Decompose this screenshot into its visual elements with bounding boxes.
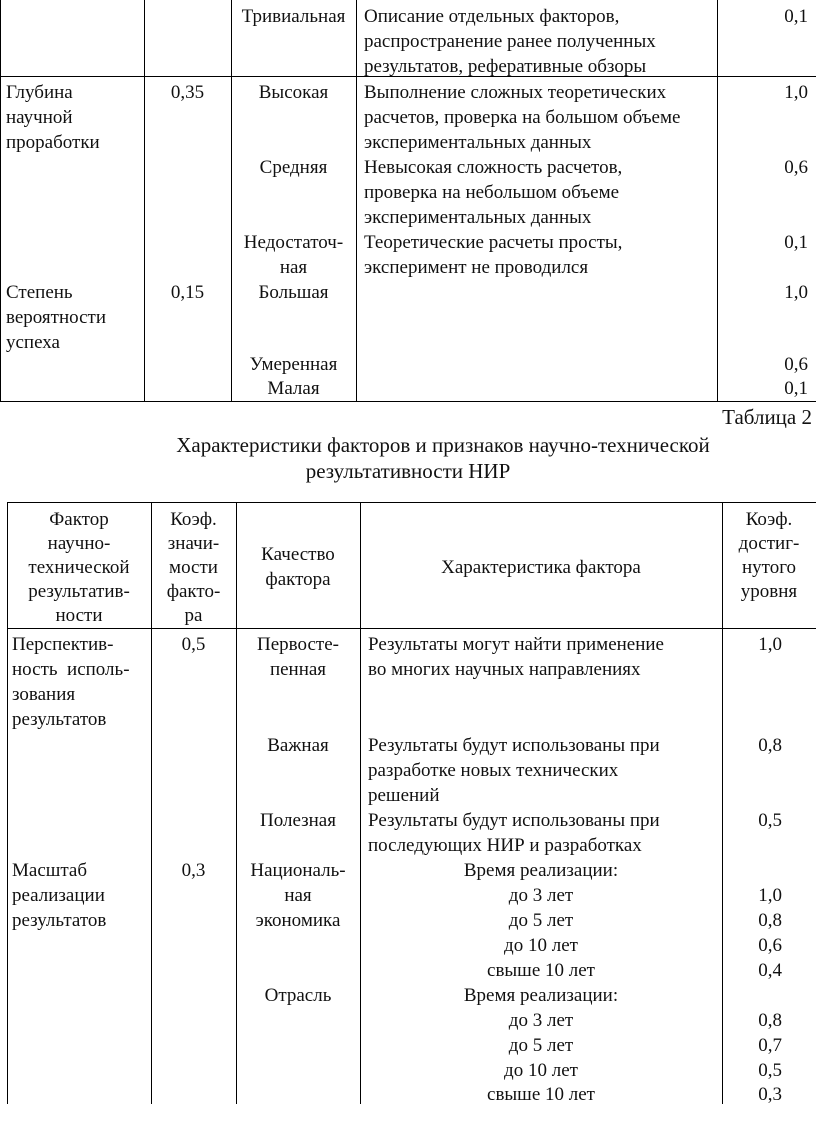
t1-level-small: 0,1 xyxy=(784,378,808,399)
t2-national-item-3: до 10 лет xyxy=(504,935,578,956)
t2-header-coef-2: значи- xyxy=(167,533,220,554)
t2-desc-primary-2: во многих научных направлениях xyxy=(368,659,641,680)
t2-desc-useful-1: Результаты будут использованы при xyxy=(368,810,660,831)
t2-level-important: 0,8 xyxy=(758,735,782,756)
t1-desc-high-2: расчетов, проверка на большом объеме xyxy=(364,107,681,128)
t1-factor-depth-2: научной xyxy=(6,107,73,128)
t2-desc-useful-2: последующих НИР и разработках xyxy=(368,835,642,856)
t1-quality-large: Большая xyxy=(258,282,329,303)
t1-quality-high: Высокая xyxy=(258,82,329,103)
t2-quality-national-1: Националь- xyxy=(250,860,346,881)
t2-national-item-1: до 3 лет xyxy=(508,885,574,906)
t2-coef-scale: 0,3 xyxy=(181,860,206,881)
t2-quality-primary-2: пенная xyxy=(269,659,327,680)
t1-divider-4 xyxy=(717,0,718,402)
t1-desc-medium-2: проверка на небольшом объеме xyxy=(364,182,620,203)
t1-desc-insufficient-2: эксперимент не проводился xyxy=(364,257,589,278)
t2-header-desc: Характеристика фактора xyxy=(441,557,641,578)
t2-divider-2 xyxy=(236,502,237,1104)
t2-quality-useful: Полезная xyxy=(260,810,336,831)
t1-border-left xyxy=(0,0,1,402)
table-title-line-2: результативности НИР xyxy=(305,459,511,483)
t1-quality-small: Малая xyxy=(267,378,320,399)
t2-quality-national-2: ная xyxy=(284,885,312,906)
t1-coef-success: 0,15 xyxy=(170,282,205,303)
t1-level-high: 1,0 xyxy=(784,82,808,103)
t2-national-time-label: Время реализации: xyxy=(463,860,619,881)
t1-desc-insufficient-1: Теоретические расчеты просты, xyxy=(364,232,623,253)
table-label: Таблица 2 xyxy=(722,405,812,429)
t1-quality-insufficient-1: Недостаточ- xyxy=(243,232,344,253)
t2-header-level-2: достиг- xyxy=(738,533,800,554)
t1-level-trivial: 0,1 xyxy=(784,6,808,27)
t1-desc-trivial-3: результатов, реферативные обзоры xyxy=(364,56,647,77)
t1-level-insufficient: 0,1 xyxy=(784,232,808,253)
t1-factor-depth-1: Глубина xyxy=(6,82,73,103)
t1-coef-depth: 0,35 xyxy=(170,82,205,103)
t2-level-useful: 0,5 xyxy=(758,810,782,831)
t2-header-quality-1: Качество xyxy=(261,544,335,565)
t2-national-level-2: 0,8 xyxy=(758,910,782,931)
t1-desc-trivial-1: Описание отдельных факторов, xyxy=(364,6,620,27)
t2-industry-item-1: до 3 лет xyxy=(508,1010,574,1031)
t2-header-level-4: уровня xyxy=(740,581,798,602)
t1-quality-trivial: Тривиальная xyxy=(241,6,346,27)
t1-desc-trivial-2: распространение ранее полученных xyxy=(364,31,656,52)
t1-factor-success-2: вероятности xyxy=(6,307,107,328)
t2-header-level-1: Коэф. xyxy=(745,509,793,530)
t2-header-factor-4: результатив- xyxy=(28,581,130,602)
t1-desc-high-3: экспериментальных данных xyxy=(364,132,592,153)
table-title-line-1: Характеристики факторов и признаков научно-технической xyxy=(176,433,710,457)
t2-factor-prospect-4: результатов xyxy=(12,709,107,730)
t1-divider-1 xyxy=(144,0,145,402)
t2-national-item-2: до 5 лет xyxy=(508,910,574,931)
t2-coef-prospect: 0,5 xyxy=(181,634,206,655)
t1-divider-3 xyxy=(356,0,357,402)
t2-header-quality-2: фактора xyxy=(265,569,331,590)
t2-factor-scale-3: результатов xyxy=(12,910,107,931)
t1-divider-2 xyxy=(231,0,232,402)
t2-industry-level-3: 0,5 xyxy=(758,1060,782,1081)
t2-header-coef-5: ра xyxy=(184,605,203,626)
t2-header-coef-3: мости xyxy=(169,557,218,578)
t2-industry-time-label: Время реализации: xyxy=(463,985,619,1006)
t1-factor-success-1: Степень xyxy=(6,282,73,303)
t2-header-factor-2: научно- xyxy=(47,533,111,554)
t1-bottom-line xyxy=(0,401,816,402)
t1-desc-medium-1: Невысокая сложность расчетов, xyxy=(364,157,623,178)
t1-desc-high-1: Выполнение сложных теоретических xyxy=(364,82,667,103)
t2-industry-item-3: до 10 лет xyxy=(504,1060,578,1081)
t2-desc-important-3: решений xyxy=(368,785,440,806)
t2-top-line xyxy=(7,502,816,503)
t2-desc-primary-1: Результаты могут найти применение xyxy=(368,634,664,655)
t2-factor-scale-1: Масштаб xyxy=(12,860,88,881)
t2-desc-important-2: разработке новых технических xyxy=(368,760,619,781)
t2-factor-prospect-2: ность исполь- xyxy=(12,659,130,680)
t2-header-coef-4: факто- xyxy=(166,581,221,602)
t2-header-factor-3: технической xyxy=(28,557,130,578)
t2-national-level-1: 1,0 xyxy=(758,885,782,906)
t2-industry-level-2: 0,7 xyxy=(758,1035,782,1056)
t1-desc-medium-3: экспериментальных данных xyxy=(364,207,592,228)
t2-quality-national-3: экономика xyxy=(255,910,341,931)
t2-national-item-4: свыше 10 лет xyxy=(487,960,595,981)
t1-factor-success-3: успеха xyxy=(6,332,60,353)
t1-factor-depth-3: проработки xyxy=(6,132,100,153)
t2-factor-prospect-3: зования xyxy=(12,684,76,705)
t1-quality-medium: Средняя xyxy=(259,157,328,178)
t2-quality-industry: Отрасль xyxy=(264,985,332,1006)
t2-level-primary: 1,0 xyxy=(758,634,782,655)
t1-level-moderate: 0,6 xyxy=(784,354,808,375)
t1-quality-insufficient-2: ная xyxy=(279,257,308,278)
t2-national-level-4: 0,4 xyxy=(758,960,782,981)
t2-factor-scale-2: реализации xyxy=(12,885,105,906)
t2-quality-important: Важная xyxy=(267,735,329,756)
t2-industry-item-4: свыше 10 лет xyxy=(487,1084,595,1105)
t2-header-factor-5: ности xyxy=(55,605,103,626)
t2-header-bottom xyxy=(7,628,816,629)
t2-industry-level-4: 0,3 xyxy=(758,1084,782,1105)
t2-header-level-3: нутого xyxy=(741,557,797,578)
t2-industry-level-1: 0,8 xyxy=(758,1010,782,1031)
t2-industry-item-2: до 5 лет xyxy=(508,1035,574,1056)
t1-level-large: 1,0 xyxy=(784,282,808,303)
t1-quality-moderate: Умеренная xyxy=(249,354,338,375)
t2-header-factor-1: Фактор xyxy=(49,509,109,530)
t2-quality-primary-1: Первосте- xyxy=(257,634,339,655)
t1-level-medium: 0,6 xyxy=(784,157,808,178)
t2-national-level-3: 0,6 xyxy=(758,935,782,956)
t2-factor-prospect-1: Перспектив- xyxy=(12,634,114,655)
t2-header-coef-1: Коэф. xyxy=(170,509,217,530)
t2-desc-important-1: Результаты будут использованы при xyxy=(368,735,660,756)
